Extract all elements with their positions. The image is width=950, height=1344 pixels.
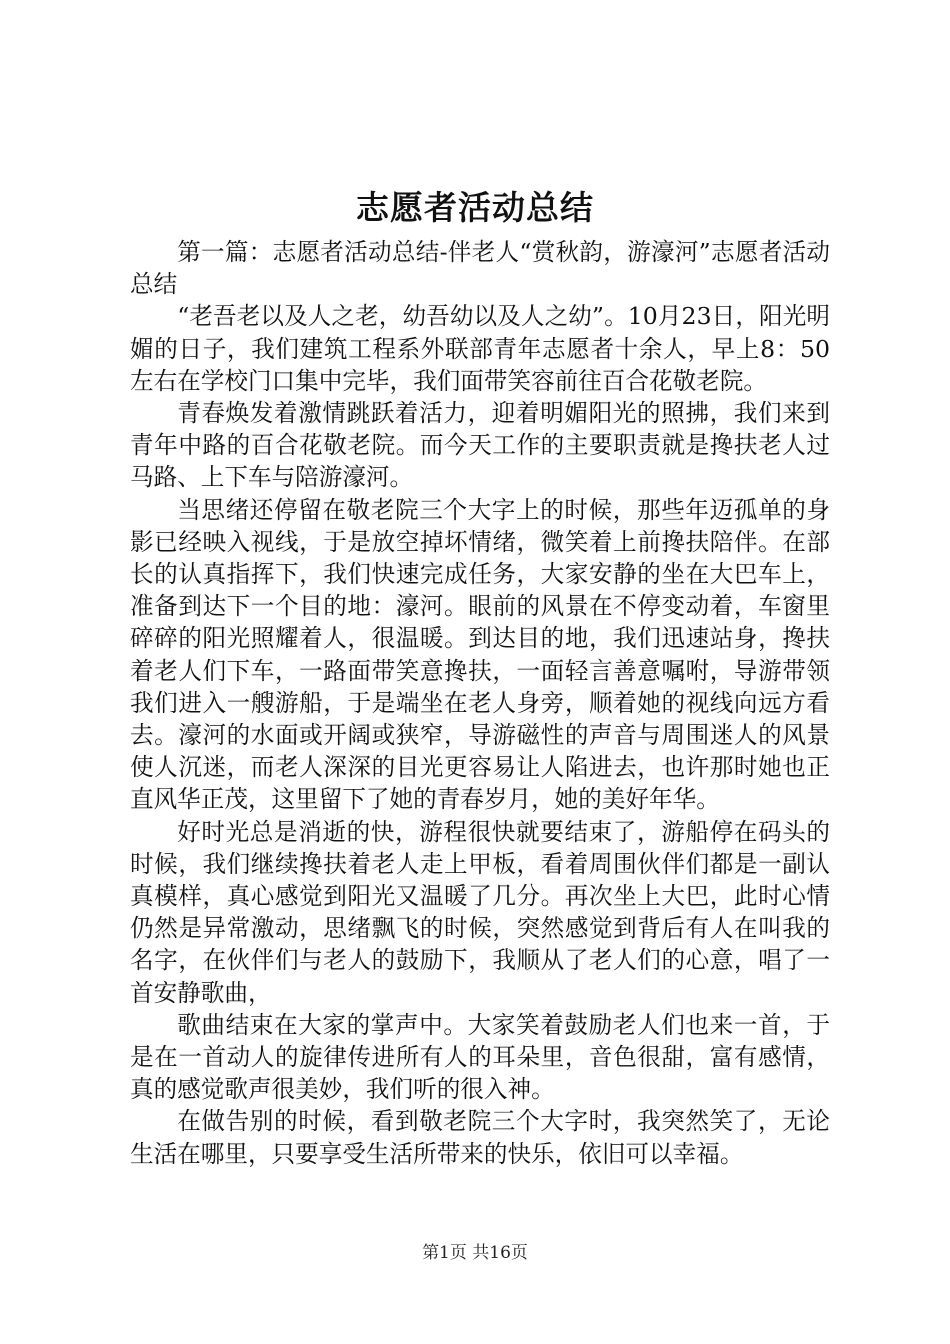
paragraph: 当思绪还停留在敬老院三个大字上的时候，那些年迈孤单的身影已经映入视线，于是放空掉坏情绪，微笑着上前搀扶陪伴。在部长的认真指挥下，我们快速完成任务，大家安静的坐在大巴车上，准备到达下一个目的地：濠河。眼前的风景在不停变动着，车窗里碎碎的阳光照耀着人，很温暖。到达目的地，我们迅速站身，搀扶着老人们下车，一路面带笑意搀扶，一面轻言善意嘱咐，导游带领我们进入一艘游船，于是端坐在老人身旁，顺着她的视线向远方看去。濠河的水面或开阔或狭窄，导游磁性的声音与周围迷人的风景使人沉迷，而老人深深的目光更容易让人陷进去，也许那时她也正直风华正茂，这里留下了她的青春岁月，她的美好年华。 xyxy=(130,495,830,814)
paragraph: 青春焕发着激情跳跃着活力，迎着明媚阳光的照拂，我们来到青年中路的百合花敬老院。而今天工作的主要职责就是搀扶老人过马路、上下车与陪游濠河。 xyxy=(130,399,830,492)
paragraph: 歌曲结束在大家的掌声中。大家笑着鼓励老人们也来一首，于是在一首动人的旋律传进所有人的耳朵里，音色很甜，富有感情，真的感觉歌声很美妙，我们听的很入神。 xyxy=(130,1010,830,1104)
paragraph: 在做告别的时候，看到敬老院三个大字时，我突然笑了，无论生活在哪里，只要享受生活所带来的快乐，依旧可以幸福。 xyxy=(130,1107,830,1168)
document-title: 志愿者活动总结 xyxy=(356,188,594,227)
document-body xyxy=(130,236,830,1170)
page-number-footer: 第1页 共16页 xyxy=(422,1243,528,1263)
paragraph: 好时光总是消逝的快，游程很快就要结束了，游船停在码头的时候，我们继续搀扶着老人走上甲板，看着周围伙伴们都是一副认真模样，真心感觉到阳光又温暖了几分。再次坐上大巴，此时心情仍然是异常激动，思绪飘飞的时候，突然感觉到背后有人在叫我的名字，在伙伴们与老人的鼓励下，我顺从了老人们的心意，唱了一首安静歌曲， xyxy=(130,817,830,1007)
paragraph-heading: 第一篇：志愿者活动总结-伴老人“赏秋韵，游濠河”志愿者活动总结 xyxy=(130,238,830,299)
paragraph: “老吾老以及人之老，幼吾幼以及人之幼”。10月23日，阳光明媚的日子，我们建筑工程系外联部青年志愿者十余人，早上8：50左右在学校门口集中完毕，我们面带笑容前往百合花敬老院。 xyxy=(130,302,830,395)
